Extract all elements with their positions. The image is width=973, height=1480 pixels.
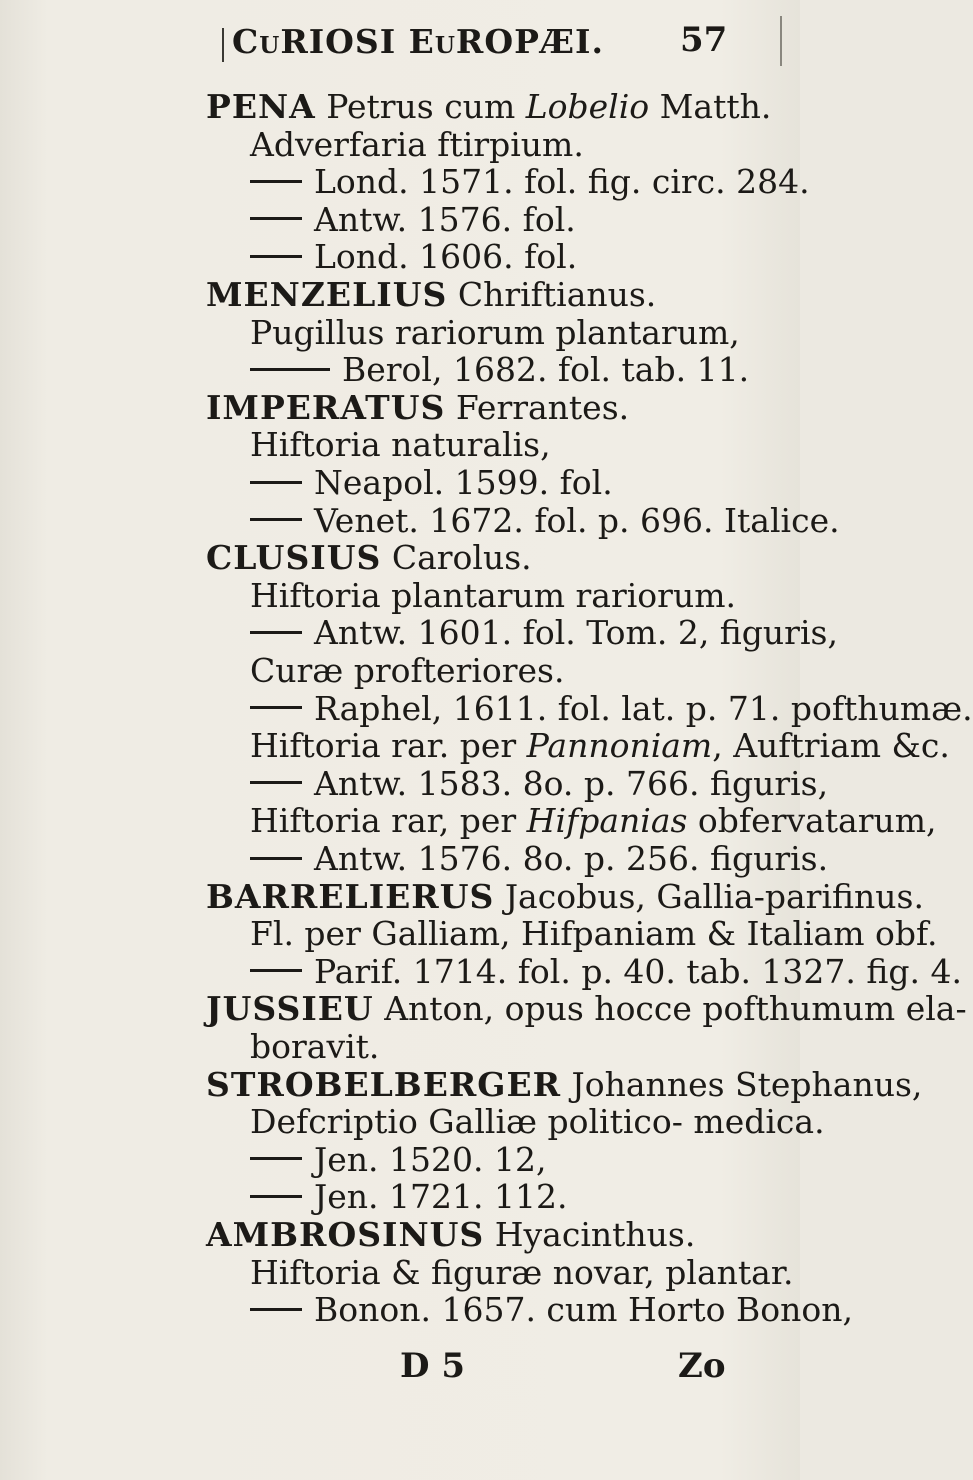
entry-author-line — [206, 539, 532, 577]
author-surname: JUSSIEU — [206, 989, 374, 1029]
page-number: 57 — [680, 20, 728, 60]
entry-text-tail: Matth. — [649, 87, 772, 126]
entry-text: Lond. 1571. fol. fig. circ. 284. — [314, 162, 810, 202]
margin-rule-right — [780, 16, 782, 66]
entry-author-line — [206, 990, 967, 1028]
entry-edition-line — [250, 502, 840, 540]
entry-title-line — [250, 802, 937, 840]
ditto-dash — [250, 180, 302, 183]
entry-title-line — [250, 915, 938, 953]
entry-text: Hiftoria rar, per — [250, 801, 527, 841]
entry-edition-line — [250, 351, 749, 389]
entry-text: Antw. 1601. fol. Tom. 2, figuris, — [314, 613, 838, 653]
entry-title-line — [250, 652, 564, 690]
author-surname: BARRELIERUS — [206, 876, 495, 916]
entry-text: Raphel, 1611. fol. lat. p. 71. pofthumæ. — [314, 688, 973, 728]
entry-text: Berol, 1682. fol. tab. 11. — [342, 350, 750, 390]
entry-edition-line — [250, 840, 828, 878]
margin-rule-left — [222, 28, 224, 62]
entry-text: Carolus. — [381, 538, 532, 578]
entry-text: Hiftoria rar. per — [250, 726, 527, 766]
entry-text: Pugillus rariorum plantarum, — [250, 312, 740, 352]
entry-title-line — [250, 126, 584, 164]
entry-text: Jen. 1520. 12, — [314, 1139, 547, 1179]
entry-text: Antw. 1576. 8o. p. 256. figuris. — [314, 839, 829, 878]
entry-title-line — [250, 426, 551, 464]
entry-italic-text: Lobelio — [525, 87, 650, 126]
entry-author-line — [206, 1066, 922, 1104]
ditto-dash — [250, 857, 302, 860]
entry-title-line — [250, 314, 740, 352]
entry-text: Ferrantes. — [445, 387, 630, 427]
ditto-dash — [250, 781, 302, 784]
entry-text: Antw. 1583. 8o. p. 766. figuris, — [314, 763, 829, 803]
entry-text: Parif. 1714. fol. p. 40. tab. 1327. fig. 4. — [314, 951, 962, 991]
entry-edition-line — [250, 1141, 546, 1179]
entry-text-tail: obfervatarum, — [687, 801, 937, 841]
entry-text: Petrus cum — [315, 87, 526, 126]
ditto-dash — [250, 969, 302, 972]
author-surname: CLUSIUS — [206, 538, 382, 578]
entry-edition-line — [250, 614, 838, 652]
catchword: Zo — [678, 1346, 726, 1386]
page-footer — [0, 1346, 800, 1406]
ditto-dash — [250, 706, 302, 709]
ditto-dash — [250, 1157, 302, 1160]
ditto-dash — [250, 1308, 302, 1311]
author-surname: IMPERATUS — [206, 387, 446, 427]
entry-text: Bonon. 1657. cum Horto Bonon, — [314, 1290, 853, 1330]
entry-text: Hiftoria plantarum rariorum. — [250, 575, 736, 615]
entry-title-line — [250, 1103, 825, 1141]
entry-title-line — [250, 577, 736, 615]
author-surname: MENZELIUS — [206, 275, 448, 314]
entry-text: Hiftoria & figuræ novar, plantar. — [250, 1252, 794, 1292]
entry-text-tail: , Auftriam &c. — [712, 726, 950, 766]
ditto-dash — [250, 1195, 302, 1198]
ditto-dash — [250, 255, 302, 258]
entry-text: Curæ profteriores. — [250, 651, 565, 690]
entry-edition-line — [250, 238, 577, 276]
ditto-dash — [250, 518, 302, 521]
entry-italic-text: Hifpanias — [526, 801, 688, 841]
author-surname: PENA — [206, 87, 316, 126]
entry-author-line — [206, 389, 629, 427]
author-surname: STROBELBERGER — [206, 1064, 562, 1104]
entry-italic-text: Pannoniam — [526, 726, 713, 766]
ditto-dash — [250, 217, 302, 220]
entry-title-line — [250, 1028, 379, 1066]
entry-text: Fl. per Galliam, Hifpaniam & Italiam obf. — [250, 914, 938, 954]
author-surname: AMBROSINUS — [206, 1215, 485, 1254]
entry-edition-line — [250, 953, 962, 991]
entry-text: Adverfaria ftirpium. — [250, 124, 584, 164]
ditto-dash — [250, 631, 302, 634]
entry-text: Neapol. 1599. fol. — [314, 463, 613, 502]
ditto-dash — [250, 368, 330, 371]
entry-text: Venet. 1672. fol. p. 696. Italice. — [314, 500, 840, 540]
ditto-dash — [250, 481, 302, 484]
entry-edition-line — [250, 1178, 567, 1216]
entry-edition-line — [250, 201, 576, 239]
entry-text: Anton, opus hocce pofthumum ela- — [373, 989, 967, 1029]
entry-title-line — [250, 1254, 793, 1292]
entry-text: Antw. 1576. fol. — [314, 199, 576, 239]
entry-text: boravit. — [250, 1027, 380, 1066]
entry-title-line — [250, 727, 950, 765]
entry-text: Lond. 1606. fol. — [314, 237, 578, 277]
entry-edition-line — [250, 765, 828, 803]
entry-text: Jacobus, Gallia-parifinus. — [494, 876, 924, 916]
entry-edition-line — [250, 1291, 853, 1329]
entry-edition-line — [250, 690, 973, 728]
entry-text: Hiftoria naturalis, — [250, 425, 551, 465]
entry-edition-line — [250, 464, 613, 502]
entry-text: Chriftianus. — [447, 275, 657, 314]
entry-author-line — [206, 276, 656, 314]
signature-mark: D 5 — [400, 1346, 465, 1386]
running-head: CuRIOSI EuROPÆI. — [232, 22, 604, 61]
entry-text: Defcriptio Galliæ politico- medica. — [250, 1102, 825, 1142]
entry-author-line — [206, 88, 771, 126]
entry-author-line — [206, 878, 924, 916]
entry-text: Johannes Stephanus, — [561, 1064, 923, 1104]
entry-text: Jen. 1721. 112. — [314, 1177, 568, 1217]
entry-text: Hyacinthus. — [484, 1215, 696, 1254]
entry-author-line — [206, 1216, 695, 1254]
page-header — [0, 6, 800, 62]
entry-edition-line — [250, 163, 810, 201]
